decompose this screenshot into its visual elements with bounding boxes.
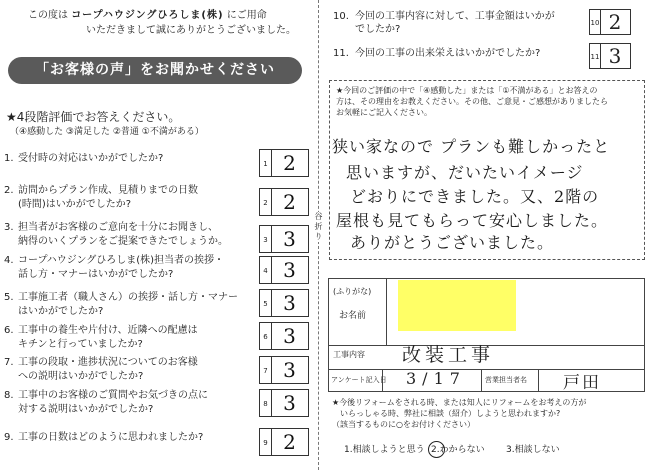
form-label-column-divider <box>386 278 387 346</box>
handwritten-answer: 3 <box>283 324 296 348</box>
answer-box-4[interactable] <box>259 256 309 284</box>
handwriting-line: 思いますが、だいたいイメージ <box>346 163 584 182</box>
handwritten-answer: 3 <box>283 258 296 282</box>
question-line: でしたか? <box>355 24 401 35</box>
work-label: 工事内容 <box>333 350 365 359</box>
question-number: 6. <box>4 325 14 336</box>
referral-line: ★今後リフォームをされる時、または知人にリフォームをお考えの方が <box>332 398 587 407</box>
furigana-label: (ふりがな) <box>333 287 372 296</box>
handwriting-line: どおりにできました。又、2階の <box>350 187 600 206</box>
question-line: 工事施工者（職人さん）の挨拶・話し方・マナー <box>18 292 238 303</box>
handwritten-answer: 3 <box>608 44 622 68</box>
question-number: 11. <box>333 48 349 59</box>
question-text <box>18 389 254 416</box>
selected-circle-mark <box>428 441 445 458</box>
header-intro-line2: いただきまして誠にありがとうございました。 <box>86 25 296 36</box>
option-label: 2.わからない <box>431 445 485 455</box>
handwritten-answer: 2 <box>283 190 296 214</box>
box-number: 9 <box>260 429 272 455</box>
question-line: 担当者がお客様のご意向を十分にお聞きし、 <box>18 222 218 233</box>
answer-box-10[interactable] <box>589 9 631 35</box>
question-line: 工事中のお客様のご質問やお気づきの点に <box>18 390 208 401</box>
referral-line: いらっしゃる時、弊社に相談（紹介）しようと思われますか? <box>340 409 561 418</box>
question-text: 今回の工事の出来栄えはいかがでしたか? <box>355 48 541 59</box>
date-divider <box>382 370 383 392</box>
question-text <box>18 324 254 351</box>
question-text <box>18 356 254 383</box>
box-number: 10 <box>590 10 601 34</box>
instruction-line: お気軽にご記入ください。 <box>336 108 432 117</box>
title-banner <box>8 57 302 84</box>
fold-label: 谷折り <box>314 212 323 242</box>
handwritten-answer: 3 <box>283 391 296 415</box>
question-text <box>18 254 254 281</box>
referral-option-1[interactable]: 1.相談しようと思う <box>344 445 425 455</box>
question-text: 受付時の対応はいかがでしたか? <box>18 153 164 164</box>
answer-box-5[interactable] <box>259 289 309 317</box>
answer-box-11[interactable] <box>589 43 631 69</box>
question-line: 対する説明はいかがでしたか? <box>18 403 154 415</box>
answer-box-2[interactable] <box>259 188 309 216</box>
rating-scale: （④感動した ③満足した ②普通 ①不満がある） <box>10 127 204 137</box>
handwritten-answer: 3 <box>283 358 296 382</box>
question-line: はいかがでしたか? <box>18 305 104 317</box>
question-line: 工事の段取・進捗状況についてのお客様 <box>18 357 198 368</box>
handwriting-line: ありがとうございました。 <box>350 233 555 252</box>
question-number: 10. <box>333 11 349 22</box>
handwriting-line: 狭い家なので プランも難しかったと <box>332 137 611 156</box>
question-text: 工事の日数はどのように思われましたか? <box>18 432 204 443</box>
instruction-line: ★今回のご評価の中で「④感動した」または「①不満がある」とお答えの <box>336 86 598 95</box>
box-number: 11 <box>590 44 601 68</box>
box-number: 1 <box>260 150 272 176</box>
box-number: 3 <box>260 226 272 252</box>
question-line: 納得のいくプランをご提案できたでしょうか。 <box>18 235 228 247</box>
company-name: コープハウジングひろしま(株) <box>71 10 224 21</box>
question-number: 1. <box>4 153 14 164</box>
question-number: 2. <box>4 185 14 196</box>
box-number: 5 <box>260 290 272 316</box>
intro-pre: この度は <box>28 10 68 21</box>
question-number: 5. <box>4 292 14 303</box>
date-value[interactable]: 3/17 <box>406 369 466 388</box>
question-line: 訪問からプラン作成、見積りまでの日数 <box>18 185 198 196</box>
staff-value[interactable]: 戸田 <box>563 373 601 393</box>
box-number: 8 <box>260 390 272 416</box>
question-number: 4. <box>4 255 14 266</box>
question-number: 7. <box>4 357 14 368</box>
question-line: (時間)はいかがでしたか? <box>18 198 132 210</box>
referral-option-3[interactable]: 3.相談しない <box>506 445 560 455</box>
header-intro <box>28 9 308 22</box>
referral-question <box>332 397 644 430</box>
question-line: への説明はいかがでしたか? <box>18 370 144 382</box>
answer-box-8[interactable] <box>259 389 309 417</box>
intro-post: にご用命 <box>226 10 267 21</box>
question-line: 話し方・マナーはいかがでしたか? <box>18 268 174 280</box>
answer-box-3[interactable] <box>259 225 309 253</box>
question-text <box>18 221 254 248</box>
comment-instructions <box>336 85 642 118</box>
staff-label: 営業担当者名 <box>485 376 527 384</box>
question-text <box>18 291 254 318</box>
handwriting-line: 屋根も見てもらって安心しました。 <box>336 211 609 230</box>
handwritten-answer: 2 <box>283 430 296 454</box>
question-line: 今回の工事内容に対して、工事金額はいかが <box>355 11 555 22</box>
question-line: コープハウジングひろしま(株)担当者の挨拶・ <box>18 255 225 266</box>
answer-box-7[interactable] <box>259 356 309 384</box>
box-number: 2 <box>260 189 272 215</box>
date-label: アンケート記入日 <box>331 376 387 384</box>
rating-heading: ★4段階評価でお答えください。 <box>6 110 181 124</box>
question-number: 9. <box>4 432 14 443</box>
referral-option-2[interactable] <box>431 444 485 456</box>
answer-box-6[interactable] <box>259 322 309 350</box>
answer-box-1[interactable] <box>259 149 309 177</box>
handwritten-answer: 2 <box>608 10 622 34</box>
handwritten-answer: 3 <box>283 227 296 251</box>
box-number: 6 <box>260 323 272 349</box>
staff-value-divider <box>538 370 539 392</box>
instruction-line: 方は、その理由をお教えください。その他、ご意見・ご感想がありましたら <box>336 97 608 106</box>
redacted-name-field[interactable] <box>398 280 516 331</box>
answer-box-9[interactable] <box>259 428 309 456</box>
work-value[interactable]: 改装工事 <box>402 344 495 366</box>
question-text <box>18 184 254 211</box>
question-number: 3. <box>4 222 14 233</box>
question-line: キチンと行っていましたか? <box>18 338 143 350</box>
box-number: 7 <box>260 357 272 383</box>
handwritten-answer: 3 <box>283 291 296 315</box>
staff-label-divider <box>481 370 482 392</box>
name-label: お名前 <box>339 311 367 321</box>
handwritten-answer: 2 <box>283 151 296 175</box>
question-number: 8. <box>4 390 14 401</box>
question-text <box>355 10 585 36</box>
question-line: 工事中の養生や片付け、近隣への配慮は <box>18 325 198 336</box>
referral-line: （該当するものに○をお付けください） <box>332 420 475 429</box>
box-number: 4 <box>260 257 272 283</box>
banner-title: 「お客様の声」をお聞かせください <box>35 62 275 78</box>
